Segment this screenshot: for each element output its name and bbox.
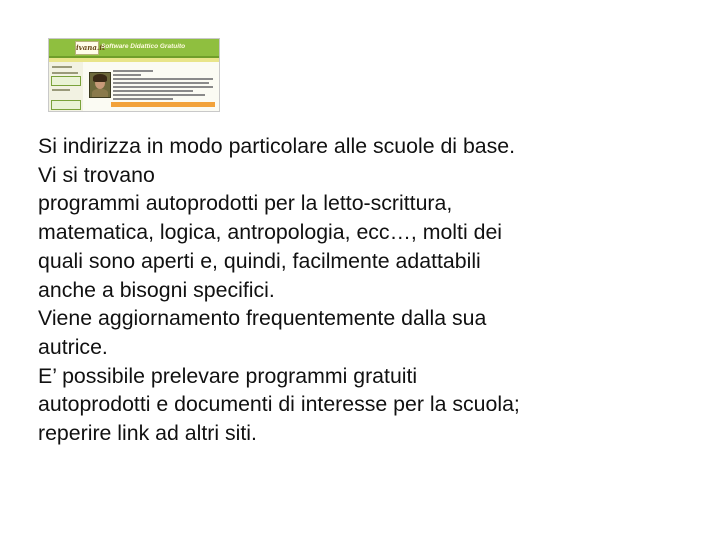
sidebar-text-line	[52, 72, 78, 74]
site-header-bar	[49, 39, 219, 58]
content-text-line	[113, 78, 213, 80]
content-text-line	[113, 82, 209, 84]
sidebar-box	[51, 100, 81, 110]
description-line: Vi si trovano	[38, 162, 155, 187]
content-text-line	[113, 98, 173, 100]
description-line: programmi autoprodotti per la letto-scrittura,	[38, 191, 453, 216]
description-line: autrice.	[38, 334, 108, 359]
description-line: autoprodotti e documenti di interesse per la scuola;	[38, 392, 520, 417]
description-line: reperire link ad altri siti.	[38, 421, 257, 446]
content-text-line	[113, 94, 205, 96]
description-line: Viene aggiornamento frequentemente dalla sua	[38, 306, 487, 331]
site-tagline: Software Didattico Gratuito	[101, 43, 186, 50]
sidebar-box	[51, 76, 81, 86]
description-line: Si indirizza in modo particolare alle scuole di base.	[38, 134, 516, 158]
description-line: matematica, logica, antropologia, ecc…, molti dei	[38, 220, 503, 245]
content-text-line	[113, 70, 153, 72]
site-logo: ivana.it	[75, 41, 99, 55]
website-screenshot-thumbnail	[48, 38, 220, 112]
sidebar-text-line	[52, 66, 72, 68]
description-text	[38, 132, 708, 448]
site-sidebar	[49, 62, 83, 111]
content-text-line	[113, 74, 141, 76]
content-text-line	[113, 86, 213, 88]
sidebar-text-line	[52, 89, 70, 91]
author-photo	[89, 72, 111, 98]
description-line: E’ possibile prelevare programmi gratuiti	[38, 363, 418, 388]
content-highlight-bar	[111, 102, 215, 107]
description-line: anche a bisogni specifici.	[38, 277, 275, 302]
description-line: quali sono aperti e, quindi, facilmente adattabili	[38, 248, 481, 273]
content-text-line	[113, 90, 193, 92]
